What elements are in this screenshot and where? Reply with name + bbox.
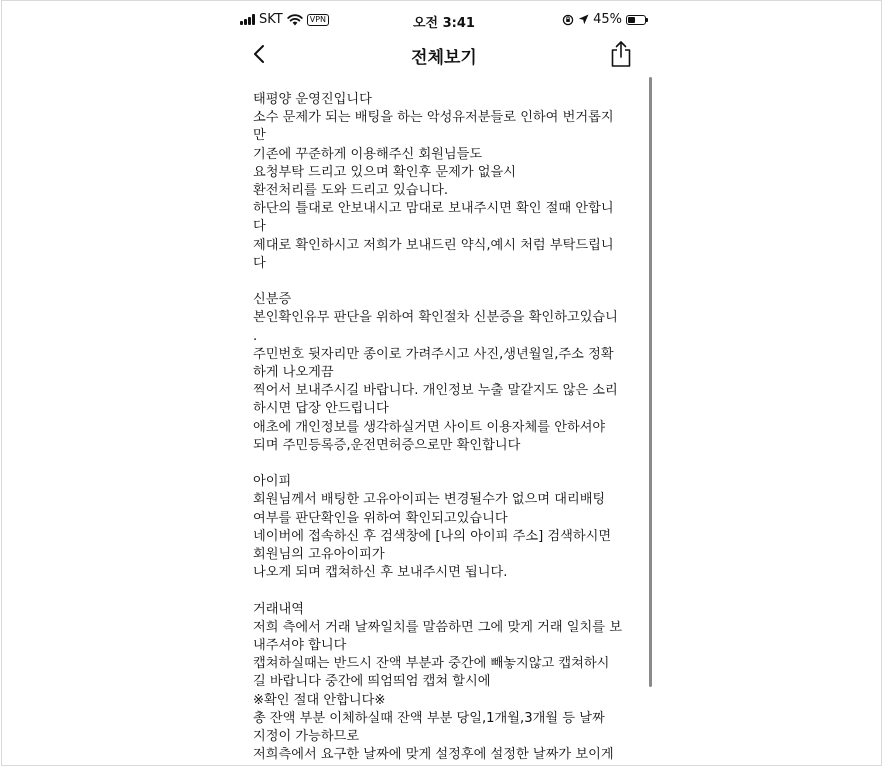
notice-line: 애초에 개인정보를 생각하실거면 사이트 이용자체를 안하셔야 bbox=[253, 419, 606, 435]
notice-line: 되며 주민등록증,운전면허증으로만 확인합니다 bbox=[253, 437, 521, 453]
notice-line: 거래내역 bbox=[253, 601, 304, 617]
page-title: 전체보기 bbox=[411, 48, 477, 68]
notice-line: 주민번호 뒷자리만 종이로 가려주시고 사진,생년월일,주소 정확 bbox=[253, 346, 614, 362]
notice-content bbox=[253, 91, 633, 766]
notice-line: 다 bbox=[253, 219, 266, 235]
share-icon bbox=[608, 39, 634, 69]
notice-line: 길 바랍니다 중간에 띄엄띄엄 캡쳐 할시에 bbox=[253, 674, 491, 690]
notice-line: 만 bbox=[253, 128, 266, 144]
notice-line: 내주셔야 합니다 bbox=[253, 638, 347, 654]
notice-line: 제대로 확인하시고 저희가 보내드린 약식,예시 처럼 부탁드립니 bbox=[253, 237, 614, 253]
notice-line: 여부를 판단확인을 위하여 확인되고있습니다 bbox=[253, 510, 508, 526]
vpn-badge: VPN bbox=[307, 14, 329, 26]
notice-line: 요청부탁 드리고 있으며 확인후 문제가 없을시 bbox=[253, 164, 517, 180]
status-bar bbox=[236, 9, 652, 33]
navigation-bar bbox=[236, 35, 652, 75]
notice-line: 네이버에 접속하신 후 검색창에 [나의 아이피 주소] 검색하시면 bbox=[253, 528, 612, 544]
notice-line: 총 잔액 부분 이체하실때 잔액 부분 당일,1개월,3개월 등 날짜 bbox=[253, 710, 605, 726]
notice-line: 지정이 가능하므로 bbox=[253, 729, 360, 745]
location-arrow-icon bbox=[578, 14, 589, 25]
notice-section bbox=[253, 473, 633, 582]
scrollbar[interactable] bbox=[649, 77, 652, 687]
notice-line: 아이피 bbox=[253, 474, 292, 490]
status-right bbox=[562, 12, 646, 27]
notice-line: 하시면 답장 안드립니다 bbox=[253, 401, 389, 417]
battery-icon bbox=[626, 15, 646, 25]
notice-line: 회원님의 고유아이피가 bbox=[253, 547, 385, 563]
notice-line: 하단의 틀대로 안보내시고 맘대로 보내주시면 확인 절때 안합니 bbox=[253, 201, 614, 217]
notice-section bbox=[253, 91, 633, 273]
notice-line: 저희 측에서 거래 날짜일치를 말씀하면 그에 맞게 거래 일치를 보 bbox=[253, 619, 622, 635]
notice-section bbox=[253, 601, 633, 765]
notice-line: 캡쳐하실때는 반드시 잔액 부분과 중간에 빼놓지않고 캡쳐하시 bbox=[253, 656, 610, 672]
carrier-label: SKT bbox=[259, 12, 283, 27]
notice-line: 환전처리를 도와 드리고 있습니다. bbox=[253, 183, 449, 199]
notice-line: 소수 문제가 되는 배팅을 하는 악성유저분들로 인하여 번거롭지 bbox=[253, 110, 614, 126]
battery-fill bbox=[628, 17, 635, 23]
share-button[interactable] bbox=[608, 39, 634, 69]
phone-screen bbox=[236, 1, 652, 766]
status-time: 오전 3:41 bbox=[413, 16, 475, 31]
notice-line: 나오게 되며 캡쳐하신 후 보내주시면 됩니다. bbox=[253, 565, 508, 581]
notice-line: 하게 나오게끔 bbox=[253, 365, 334, 381]
battery-percent: 45% bbox=[593, 12, 622, 27]
notice-line: . bbox=[253, 328, 258, 344]
screenshot-frame bbox=[1, 0, 882, 766]
notice-line: 태평양 운영진입니다 bbox=[253, 92, 372, 107]
notice-line: 찍어서 보내주시길 바랍니다. 개인정보 누출 말같지도 않은 소리 bbox=[253, 383, 618, 399]
notice-line: 본인확인유무 판단을 위하여 확인절차 신분증을 확인하고있습니 bbox=[253, 310, 618, 326]
notice-line: 다 bbox=[253, 255, 266, 271]
notice-line: 신분증 bbox=[253, 292, 292, 308]
notice-line: 저희측에서 요구한 날짜에 맞게 설정후에 설정한 날짜가 보이게 bbox=[253, 747, 614, 763]
battery-tip bbox=[646, 18, 648, 22]
notice-line: ※확인 절대 안합니다※ bbox=[253, 692, 386, 708]
notice-line: 기존에 꾸준하게 이용해주신 회원님들도 bbox=[253, 146, 483, 162]
orientation-lock-icon bbox=[562, 14, 574, 26]
notice-line: 회원님께서 배팅한 고유아이피는 변경될수가 없으며 대리배팅 bbox=[253, 492, 606, 508]
notice-section bbox=[253, 291, 633, 455]
